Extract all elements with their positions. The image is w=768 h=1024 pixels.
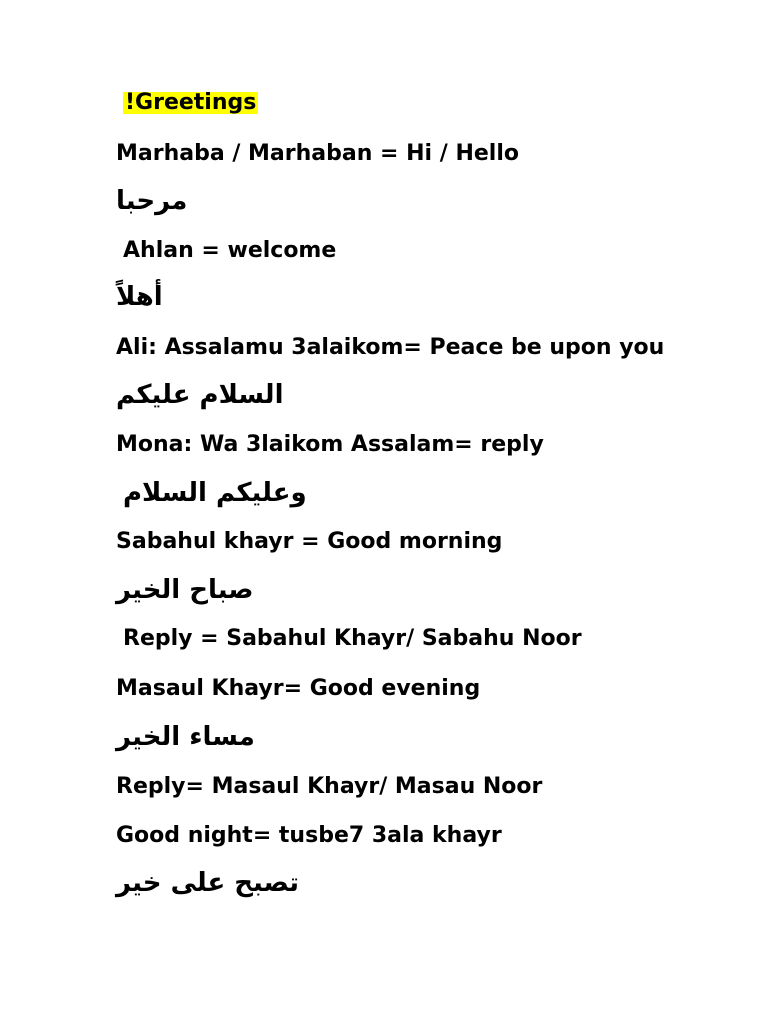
greeting-evening-arabic: مساء الخير	[116, 722, 255, 752]
greeting-peace-reply-transliteration: Mona: Wa 3laikom Assalam= reply	[116, 432, 544, 457]
greeting-night-arabic: تصبح على خير	[116, 868, 300, 898]
greeting-morning-arabic: صباح الخير	[116, 575, 254, 605]
greeting-hello-arabic: مرحبا	[116, 186, 188, 216]
greeting-night-transliteration: Good night= tusbe7 3ala khayr	[116, 823, 502, 848]
greeting-hello-transliteration: Marhaba / Marhaban = Hi / Hello	[116, 141, 519, 166]
greeting-peace-reply-arabic: وعليكم السلام	[123, 478, 307, 508]
greeting-welcome-arabic: أهلاً	[116, 282, 163, 312]
greeting-morning-reply: Reply = Sabahul Khayr/ Sabahu Noor	[123, 626, 582, 651]
greeting-evening-transliteration: Masaul Khayr= Good evening	[116, 676, 481, 701]
page-heading: !Greetings	[125, 90, 257, 115]
greeting-peace-arabic: السلام عليكم	[116, 380, 284, 410]
greeting-peace-transliteration: Ali: Assalamu 3alaikom= Peace be upon you	[116, 335, 665, 360]
greeting-welcome-transliteration: Ahlan = welcome	[123, 238, 337, 263]
greeting-evening-reply: Reply= Masaul Khayr/ Masau Noor	[116, 774, 543, 799]
greeting-morning-transliteration: Sabahul khayr = Good morning	[116, 529, 503, 554]
